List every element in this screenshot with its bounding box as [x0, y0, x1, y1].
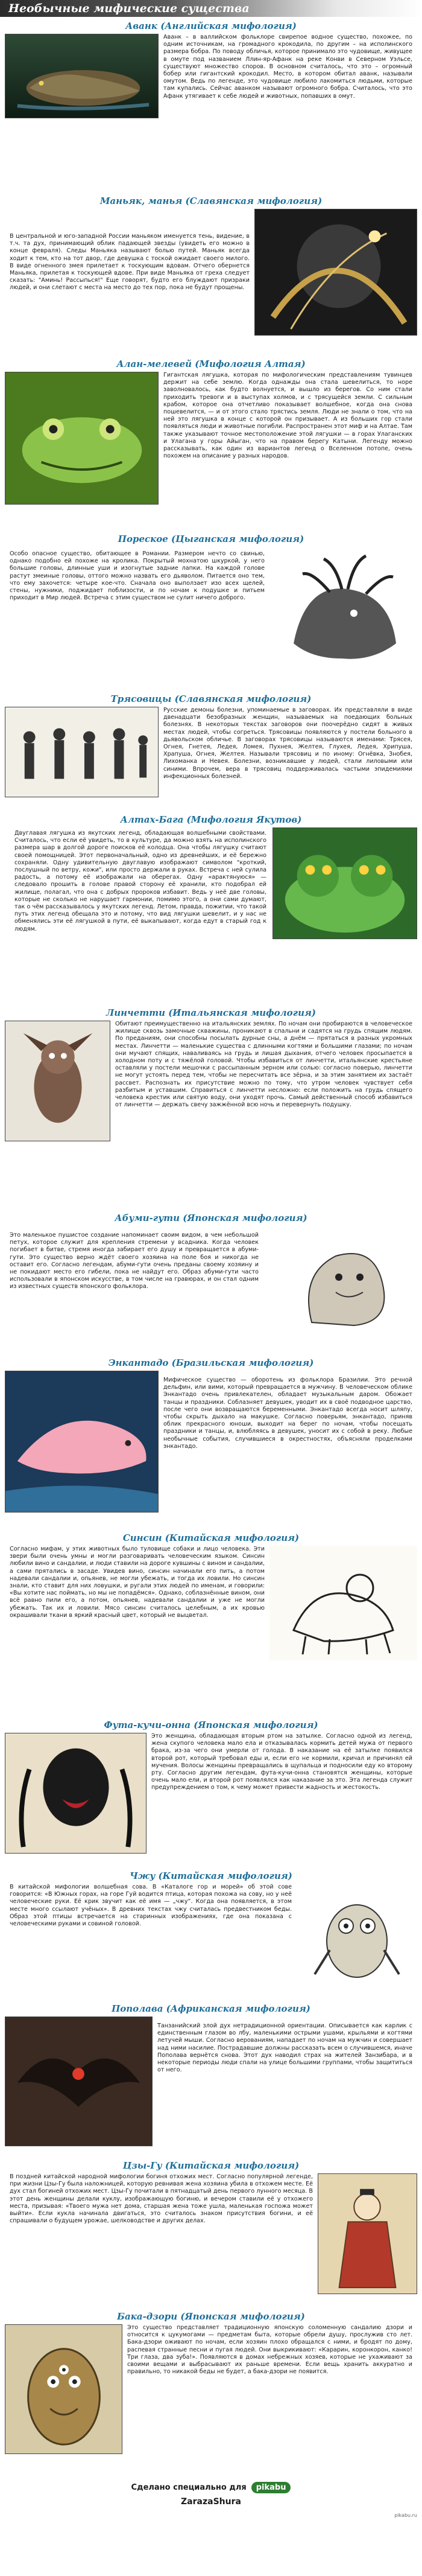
futa-kuchi-onna-illustration [5, 1733, 146, 1854]
section-popolava [0, 2000, 422, 2157]
section-poreskoe [0, 530, 422, 690]
page-title: Необычные мифические существа [0, 0, 422, 17]
poreskoe-illustration [269, 547, 417, 674]
footer [0, 2467, 422, 2520]
avank-illustration [5, 34, 159, 118]
linchetti-illustration [5, 1021, 110, 1141]
watermark: pikabu.ru [394, 2513, 417, 2518]
manyak-illustration [254, 209, 417, 336]
section-text: Аванк – в валлийском фольклоре свирепое водное существо, похожее, по одним источникам, на громадного крокодила, по другим – на исполинского размера бобра. По поводу обличья, которое принимало это чудовище, живущее в омуте под названием Ллин-яр-Афанк на реке Конви в Северном Уэльсе, существуют множество споров. В основном считалось, что это – огромный бобер или гигантский крокодил. Место, в котором обитал аванк, называли омутом. Ведь по легенде, это чудовище любило лакомиться людьми, которые там купались. Сейчас аванком называют огромного бобра. Считалось, что это Афанк утягивает к себе людей и животных, попавших в омут. [163, 34, 412, 100]
section-text: Гигантская лягушка, которая по мифологическим представлениям тувинцев держит на себе землю. Когда однажды она стала шевелиться, то норе заволновалось, как будто волнуется, и вышло из берегов. Со ним стали приходить тревоги и в выступах холмов, и с трясущейся земли. С сильным крабом, которое она отчетливо показывает волшебное, когда она снова пошевелится, — и от этого стало трястись земля. Люди не знали о том, что на ней это лягушка в конце с которой он призывает. А из больших гор стали появляться люди и животные погибли. Распространен этот миф и на Алтае. Там также указывают точное местоположение этой лягушки — в горах Улаганских и Улагана у горы Айыган, что на правом берегу Катыни. Легенду можно рассказывать, как один из вариантов легенд о Вселенном потопе, очень похожем на описание у разных народов. [163, 372, 412, 460]
section-linchetti [0, 1004, 422, 1209]
section-title: Аванк (Английская мифология) [125, 21, 297, 31]
alan-melevei-illustration [5, 372, 159, 505]
section-text: В поздней китайской народной мифологии богиня отхожих мест. Согласно популярной легенде, при жизни Цзы-Гу была наложницей, которую ревнивая жена хозяина убила в отхожем месте. Её дух стал богиней отхожих мест. Цзы-Гу почитали в пятнадцатый день первого лунного месяца. В этот день женщины делали куклу, изображающую богиню, и вечером ставили её у отхожего места, призывая: «Твоего мужа нет дома, старшая жена тоже ушла, маленькая госпожа может выйти». Если кукла начинала двигаться, это считалось знаком присутствия богини, и её спрашивали о будущем урожае, шелководстве и других делах. [10, 2173, 313, 2225]
section-text: Согласно мифам, у этих животных было туловище собаки и лицо человека. Эти звери были очень умны и могли разговаривать человеческим языком. Синсин любили вино и сандалии, и люди ставили на дороге кувшины с вином и сандалии, а сами прятались в засаде. Увидев вино, синсин начинали его пить, а потом надевали сандалии и, опьянев, не могли убежать, и тогда их ловили. Но синсин знали, кто ставит для них ловушки, и ругали этих людей по именам, и говорили: «Вы хотите нас поймать, но мы не попадёмся». Однако, соблазнённые вином, они всё равно пили его, а потом, опьянев, надевали сандалии и уже не могли убежать. Так их и ловили. Мясо синсин считалось целебным, а их кровью окрашивали ткани в яркий красный цвет, который не выцветал. [10, 1546, 265, 1619]
tryasovitsy-illustration [5, 707, 159, 797]
author-name: ZarazaShura [181, 2496, 241, 2507]
section-title: Пополава (Африканская мифология) [112, 2003, 310, 2014]
section-chzhu [0, 1867, 422, 2000]
section-text: Это существо представляет традиционную японскую соломенную сандалию дзори и относится к цукумогами — предметам быта, которые обрели душу, прослужив сто лет. Бака-дзори оживают по ночам, если хозяин плохо обращался с ними, и бродят по дому, распевая странные песни и пугая людей. Они выкрикивают: «Карарин, коронкорон, канко! Три глаза, два зуба!». Появляются в домах небрежных хозяев, которые не ухаживают за своими вещами и выбрасывают их раньше времени. Если вещь хранить аккуратно и правильно, то никакой беды не будет, а бака-дзори не появится. [127, 2324, 412, 2376]
enkantado-illustration [5, 1371, 159, 1513]
section-baka-dzori [0, 2307, 422, 2467]
section-text: Это женщина, обладающая вторым ртом на затылке. Согласно одной из легенд, жена скупого человека мало ела и отказывалась кормить детей мужа от первого брака, из-за чего они умерли от голода. В наказание на её затылке появился второй рот, который требовал еды и, если его не кормили, кричал и причинял ей мучения. Волосы женщины превращались в щупальца и подносили еду ко второму рту. Согласно другим легендам, фута-кучи-онна становятся женщины, которые очень мало ели, и второй рот появлялся как наказание за это. Эта легенда служит предупреждением о том, к чему может привести жадность и жестокость. [151, 1733, 412, 1791]
altah-baga-illustration [272, 827, 417, 939]
sinsin-illustration [269, 1546, 417, 1660]
section-title: Бака-дзори (Японская мифология) [117, 2311, 305, 2322]
section-avank [0, 17, 422, 192]
section-title: Фута-кучи-онна (Японская мифология) [104, 1720, 318, 1730]
site-logo[interactable]: pikabu [251, 2482, 291, 2493]
tszy-gu-illustration [318, 2173, 417, 2294]
made-for-label: Сделано специально для [131, 2482, 247, 2492]
section-text: В китайской мифологии волшебная сова. В «Каталоге гор и морей» об этой сове говорится: «В Южных горах, на горе Гуй водится птица, которая похожа на сову, но у неё человеческие руки. Её крик звучит как её имя — „чжу“. Когда она появляется, в этом месте много ссылают учёных». В древних текстах чжу считалась предвестником беды. Образ этой птицы встречается на старинных изображениях, где она показана с человеческими руками и совиной головой. [10, 1884, 292, 1928]
section-text: Особо опасное существо, обитающее в Романии. Размером нечто со свинью, однако подобно ей похоже на кролика. Покрытый мохнатою шкуркой, у него большие головы, длинные уши и изогнутые задние лапки. На каждой голове растут змеиные головы, оттого можно назвать его дьяволом. Питается оно тем, что ему захочется: четыре кое-что. Сначала оно выползает изо всех щелей, стены, нужники, поджидает поблизости, и по ночам к подушке и питьем приходит в Мир людей. Встреча с этим существом не сулит ничего доброго. [10, 550, 265, 602]
section-text: Это маленькое пушистое создание напоминает своим видом, в чем небольшой петух, которое служит для крепления стремени у всадника. Когда человек погибает в битве, стремя иногда забирает его душу и превращается в абуми-гути. Это существо верно ждёт своего хозяина на поле боя и никогда не оставит его. Согласно легендам, абуми-гути очень преданы своему хозяину и не покидают место его гибели, пока не найдут его. Образ абуми-гути часто использовали в японском искусстве, в том числе на гравюрах, и он стал одним из известных существ японского фольклора. [10, 1232, 259, 1290]
section-title: Линчетти (Итальянская мифология) [106, 1007, 316, 1018]
section-text: Обитают преимущественно на итальянских землях. По ночам они пробираются в человеческое жилище сквозь замочные скважины, проникают в спальни и садятся на грудь спящим людям. По преданиям, они способны посылать дурные сны, а днём — прятаться в разных укромных местах. Линчетти — маленькие существа с длинными когтями и большими глазами; по ночам они мучают спящих, наваливаясь на грудь и лишая дыхания, отчего человек просыпается в холодном поту и с тяжёлой головой. Чтобы избавиться от линчетти, итальянские крестьяне оставляли у постели мешочки с рассыпанным зерном или солью: согласно поверью, линчетти не могут устоять перед тем, чтобы не пересчитать все зёрна, и за этим занятием их застаёт рассвет. Распознать их присутствие можно по тому, что утром человек чувствует себя разбитым и уставшим. Справиться с линчетти несложно: если положить на грудь спящего человека крестик или святую воду, они уходят прочь. Самый действенный способ избавиться от линчетти — держать свечу зажжённой всю ночь и перевернуть подушку. [115, 1021, 412, 1109]
section-text: Двуглавая лягушка из якутских легенд, обладающая волшебными свойствами. Считалось, что если её увидеть, то в культуре, да можно взять на исполинского размера шар в долгой дороге поисков её колодца. Она чтобы лягушку считают своей помощницей. Этот первоначальный, одно из древнейших, и её бережно сохраняли. Одну удивительную двуглавую изображают символом "кроткий, послушный по ветру, кожи", или просто держали в руках. Встреча с ней сулила радость, а потому её изображали на оберегах. Одну «арактянуюся» — следовало прошить в голове правой сторону её хранили, кто подобрал ей жилище, полагал, что она с добрых пророков избавит. Ведь у неё две головы, которые не сколько не нарушает гармонии, помимо этого, а они сами думают, так о чём рассказывалось у якутских легенд. Летом, правда, пожитии, что такой путь этих легенд обещала это и потому, что вид лягушки шевелит, и у нас не обменялись эти её лягушкой в пути, её выкапывают, когда едут в старый год к людям. [14, 830, 266, 933]
section-title: Энкантадо (Бразильская мифология) [108, 1357, 314, 1368]
section-tryasovitsy [0, 690, 422, 811]
baka-dzori-illustration [5, 2324, 122, 2454]
section-title: Алан-мелевей (Мифология Алтая) [116, 359, 306, 369]
section-text: Мифическое существо — оборотень из фольклора Бразилии. Это речной дельфин, или вими, который превращается в мужчину. В человеческом облике Энкантадо очень привлекателен, обладает музыкальным даром. Обожает танцы и праздники. Соблазняет девушек, уводит их в своё подводное царство, после чего они возвращаются беременными. Энкантадо всегда носит шляпу, чтобы скрыть дыхало на макушке. Согласно поверьям, энкантадо, приняв облик прекрасного юноши, выходит на берег по ночам, чтобы посещать праздники и танцы, и, влюбляясь в девушек, уносит их с собой в реку. Любые необычные события, случившиеся в окрестностях, объясняли проделками энкантадо. [163, 1377, 412, 1450]
made-for-line [131, 2482, 291, 2493]
section-futa-kuchi-onna [0, 1716, 422, 1867]
popolava-illustration [5, 2016, 153, 2146]
section-title: Алтах-Бага (Мифология Якутов) [120, 814, 302, 825]
section-alan-melevei [0, 355, 422, 530]
section-text: Танзанийский злой дух нетрадиционной ориентации. Описывается как карлик с единственным глазом во лбу, маленькими острыми ушами, крыльями и когтями летучей мыши. Согласно верованиям, нападает по ночам на мужчин и совершает над ними насилие. Пострадавшие должны рассказать всем о случившемся, иначе Пополава вернётся снова. Этот дух наводил страх на жителей Занзибара, и в некоторые периоды люди спали на улице большими группами, чтобы защититься от него. [157, 2023, 412, 2074]
section-abumi-guti [0, 1209, 422, 1354]
section-enkantado [0, 1354, 422, 1529]
section-sinsin [0, 1529, 422, 1716]
section-title: Трясовицы (Славянская мифология) [110, 693, 312, 704]
section-title: Пореское (Цыганская мифология) [118, 534, 304, 544]
section-title: Цзы-Гу (Китайская мифология) [122, 2160, 300, 2171]
abumi-guti-illustration [263, 1226, 417, 1334]
section-text: В центральной и юго-западной России маньяком именуется тень, видение, в т.ч. та дух, принимающий облик падающей звезды (увидеть его можно в конце февраля). Следы Маньяка называют болью путей. Маньяк всегда ходит к тем, кто на тот двор, где девушка с тоской ожидает своего милого. В виде огненного змея прилетает к тоскующим вдовам. Отчего обернется Маньяка, прилетая к тоскующей вдове. При виде Маньяка от греха следует сказать: "Аминь! Рассыпься!" Еще говорят, будто его блуждают призраки людей, и они слетают с места на место до тех пор, пока не будут прощены. [10, 233, 250, 292]
section-title: Синсин (Китайская мифология) [122, 1532, 300, 1543]
section-title: Абуми-гути (Японская мифология) [115, 1213, 307, 1223]
chzhu-illustration [297, 1884, 417, 1986]
section-tszy-gu [0, 2157, 422, 2307]
section-title: Чжу (Китайская мифология) [130, 1870, 292, 1881]
section-altah-baga [0, 811, 422, 1004]
section-text: Русские демоны болезни, упоминаемые в заговорах. Их представляли в виде двенадцати безобразных женщин, называемых на поедающих больных болезнях. В некоторых текстах заговоров они поочерёдно сидят в живых местах людей, чтобы согреться. Трясовицы появляются у постели больного в дьявольском обличье. В заговорах трясовицы называются именами: Трясея, Огнея, Гнетея, Ледея, Ломея, Пухнея, Желтея, Глухея, Ледея, Хрипуша, Храпуша, Огнея, Желтея. Называли трясовиц и по иному: Огнёвка, Знобея, Лихоманка и Невея. Болезни, возникавшие у людей, стали лиловыми или синими. Впрочем, вера в трясовиц поддерживалась частыми эпидемиями инфекционных болезней. [163, 707, 412, 780]
section-manyak [0, 192, 422, 355]
section-title: Маньяк, манья (Славянская мифология) [99, 196, 323, 206]
